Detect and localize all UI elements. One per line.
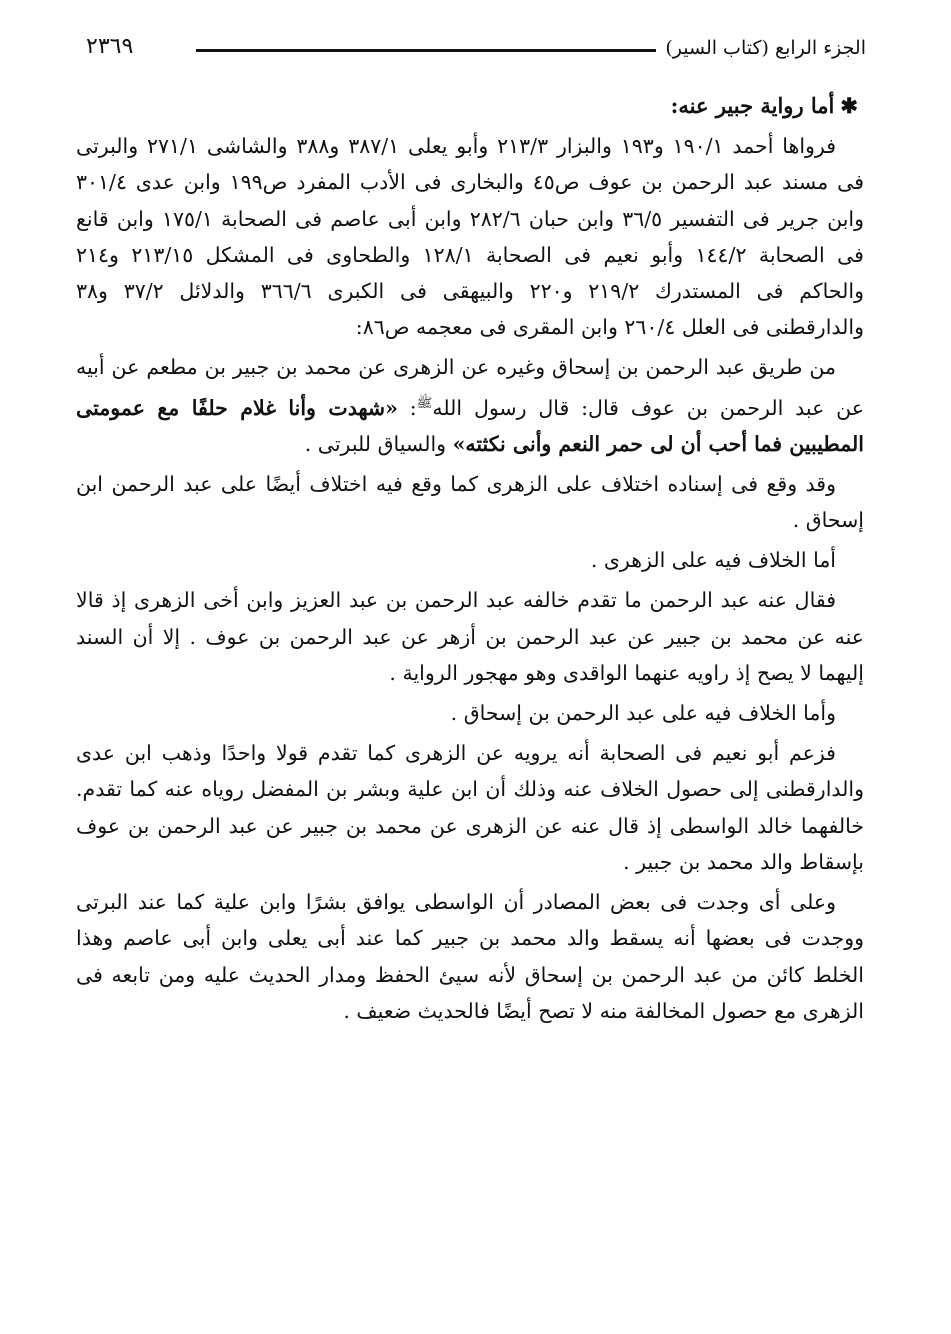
hadith-tail: والسياق للبرتى . [304, 431, 453, 456]
paragraph-zuhri-detail: فقال عنه عبد الرحمن ما تقدم خالفه عبد الرحمن بن عبد العزيز وابن أخى الزهرى إذ قالا عنه عن محمد بن جبير عن عبد الرحمن بن أزهر عن عبد الرحمن بن عوف . إلا أن السند إليهما لا يصح إذ راويه عنهما الواقدى وهو مهجور الرواية . [76, 588, 864, 685]
page-number: ٢٣٦٩ [86, 34, 134, 59]
paragraph-hadith [76, 349, 864, 461]
running-title: الجزء الرابع (كتاب السير) [665, 37, 866, 59]
section-heading [76, 88, 864, 124]
hadith-colon: : [409, 395, 417, 420]
hadith-chain: من طريق عبد الرحمن بن إسحاق وغيره عن الزهرى عن محمد بن جبير بن مطعم عن أبيه عن عبد الرحمن بن عوف قال: قال رسول الله [76, 355, 864, 420]
paragraph-isnad-difference: وقد وقع فى إسناده اختلاف على الزهرى كما وقع فيه اختلاف أيضًا على عبد الرحمن ابن إسحاق . [76, 471, 864, 533]
page-header [86, 30, 866, 66]
paragraph-ishaq-heading: وأما الخلاف فيه على عبد الرحمن بن إسحاق . [450, 701, 836, 726]
section-heading-text: أما رواية جبير عنه: [670, 93, 835, 118]
paragraph-conclusion: وعلى أى وجدت فى بعض المصادر أن الواسطى يوافق بشرًا وابن علية كما عند البرتى ووجدت فى بعضها أنه يسقط والد محمد بن جبير كما عند أبى يعلى وابن أبى عاصم وهذا الخلط كائن من عبد الرحمن بن إسحاق لأنه سيئ الحفظ ومدار الحديث عليه ومن تابعه فى الزهرى مع حصول المخالفة منه لا تصح أيضًا فالحديث ضعيف . [76, 890, 864, 1023]
page-body [76, 88, 864, 1033]
pbuh-icon: ﷺ [416, 395, 433, 411]
paragraph-zuhri-heading: أما الخلاف فيه على الزهرى . [590, 548, 836, 573]
star-icon: ✱ [840, 93, 858, 118]
paragraph-sources: فرواها أحمد ١٩٠/١ و١٩٣ والبزار ٢١٣/٣ وأبو يعلى ٣٨٧/١ و٣٨٨ والشاشى ٢٧١/١ والبرتى فى مسند عبد الرحمن بن عوف ص٤٥ والبخارى فى الأدب المفرد ص١٩٩ وابن عدى ٣٠١/٤ وابن جرير فى التفسير ٣٦/٥ وابن حبان ٢٨٢/٦ وابن أبى عاصم فى الصحابة ١٧٥/١ وابن قانع فى الصحابة ١٤٤/٢ وأبو نعيم فى الصحابة ١٢٨/١ والطحاوى فى المشكل ٢١٣/١٥ و٢١٤ والحاكم فى المستدرك ٢١٩/٢ و٢٢٠ والبيهقى فى الكبرى ٣٦٦/٦ والدلائل ٣٧/٢ و٣٨ والدارقطنى فى العلل ٢٦٠/٤ وابن المقرى فى معجمه ص٨٦: [76, 134, 864, 340]
hadith-quote: «شهدت وأنا غلام حلفًا مع عمومتى المطيبين فما أحب أن لى حمر النعم وأنى نكثته» [76, 395, 864, 456]
paragraph-ishaq-detail: فزعم أبو نعيم فى الصحابة أنه يرويه عن الزهرى كما تقدم قولا واحدًا وذهب ابن عدى والدارقطنى إلى حصول الخلاف عنه وذلك أن ابن علية وبشر بن المفضل روياه عنه كما تقدم. خالفهما خالد الواسطى إذ قال عنه عن الزهرى عن محمد بن جبير عن عبد الرحمن بن عوف بإسقاط والد محمد بن جبير . [76, 741, 864, 874]
header-rule [196, 49, 656, 52]
